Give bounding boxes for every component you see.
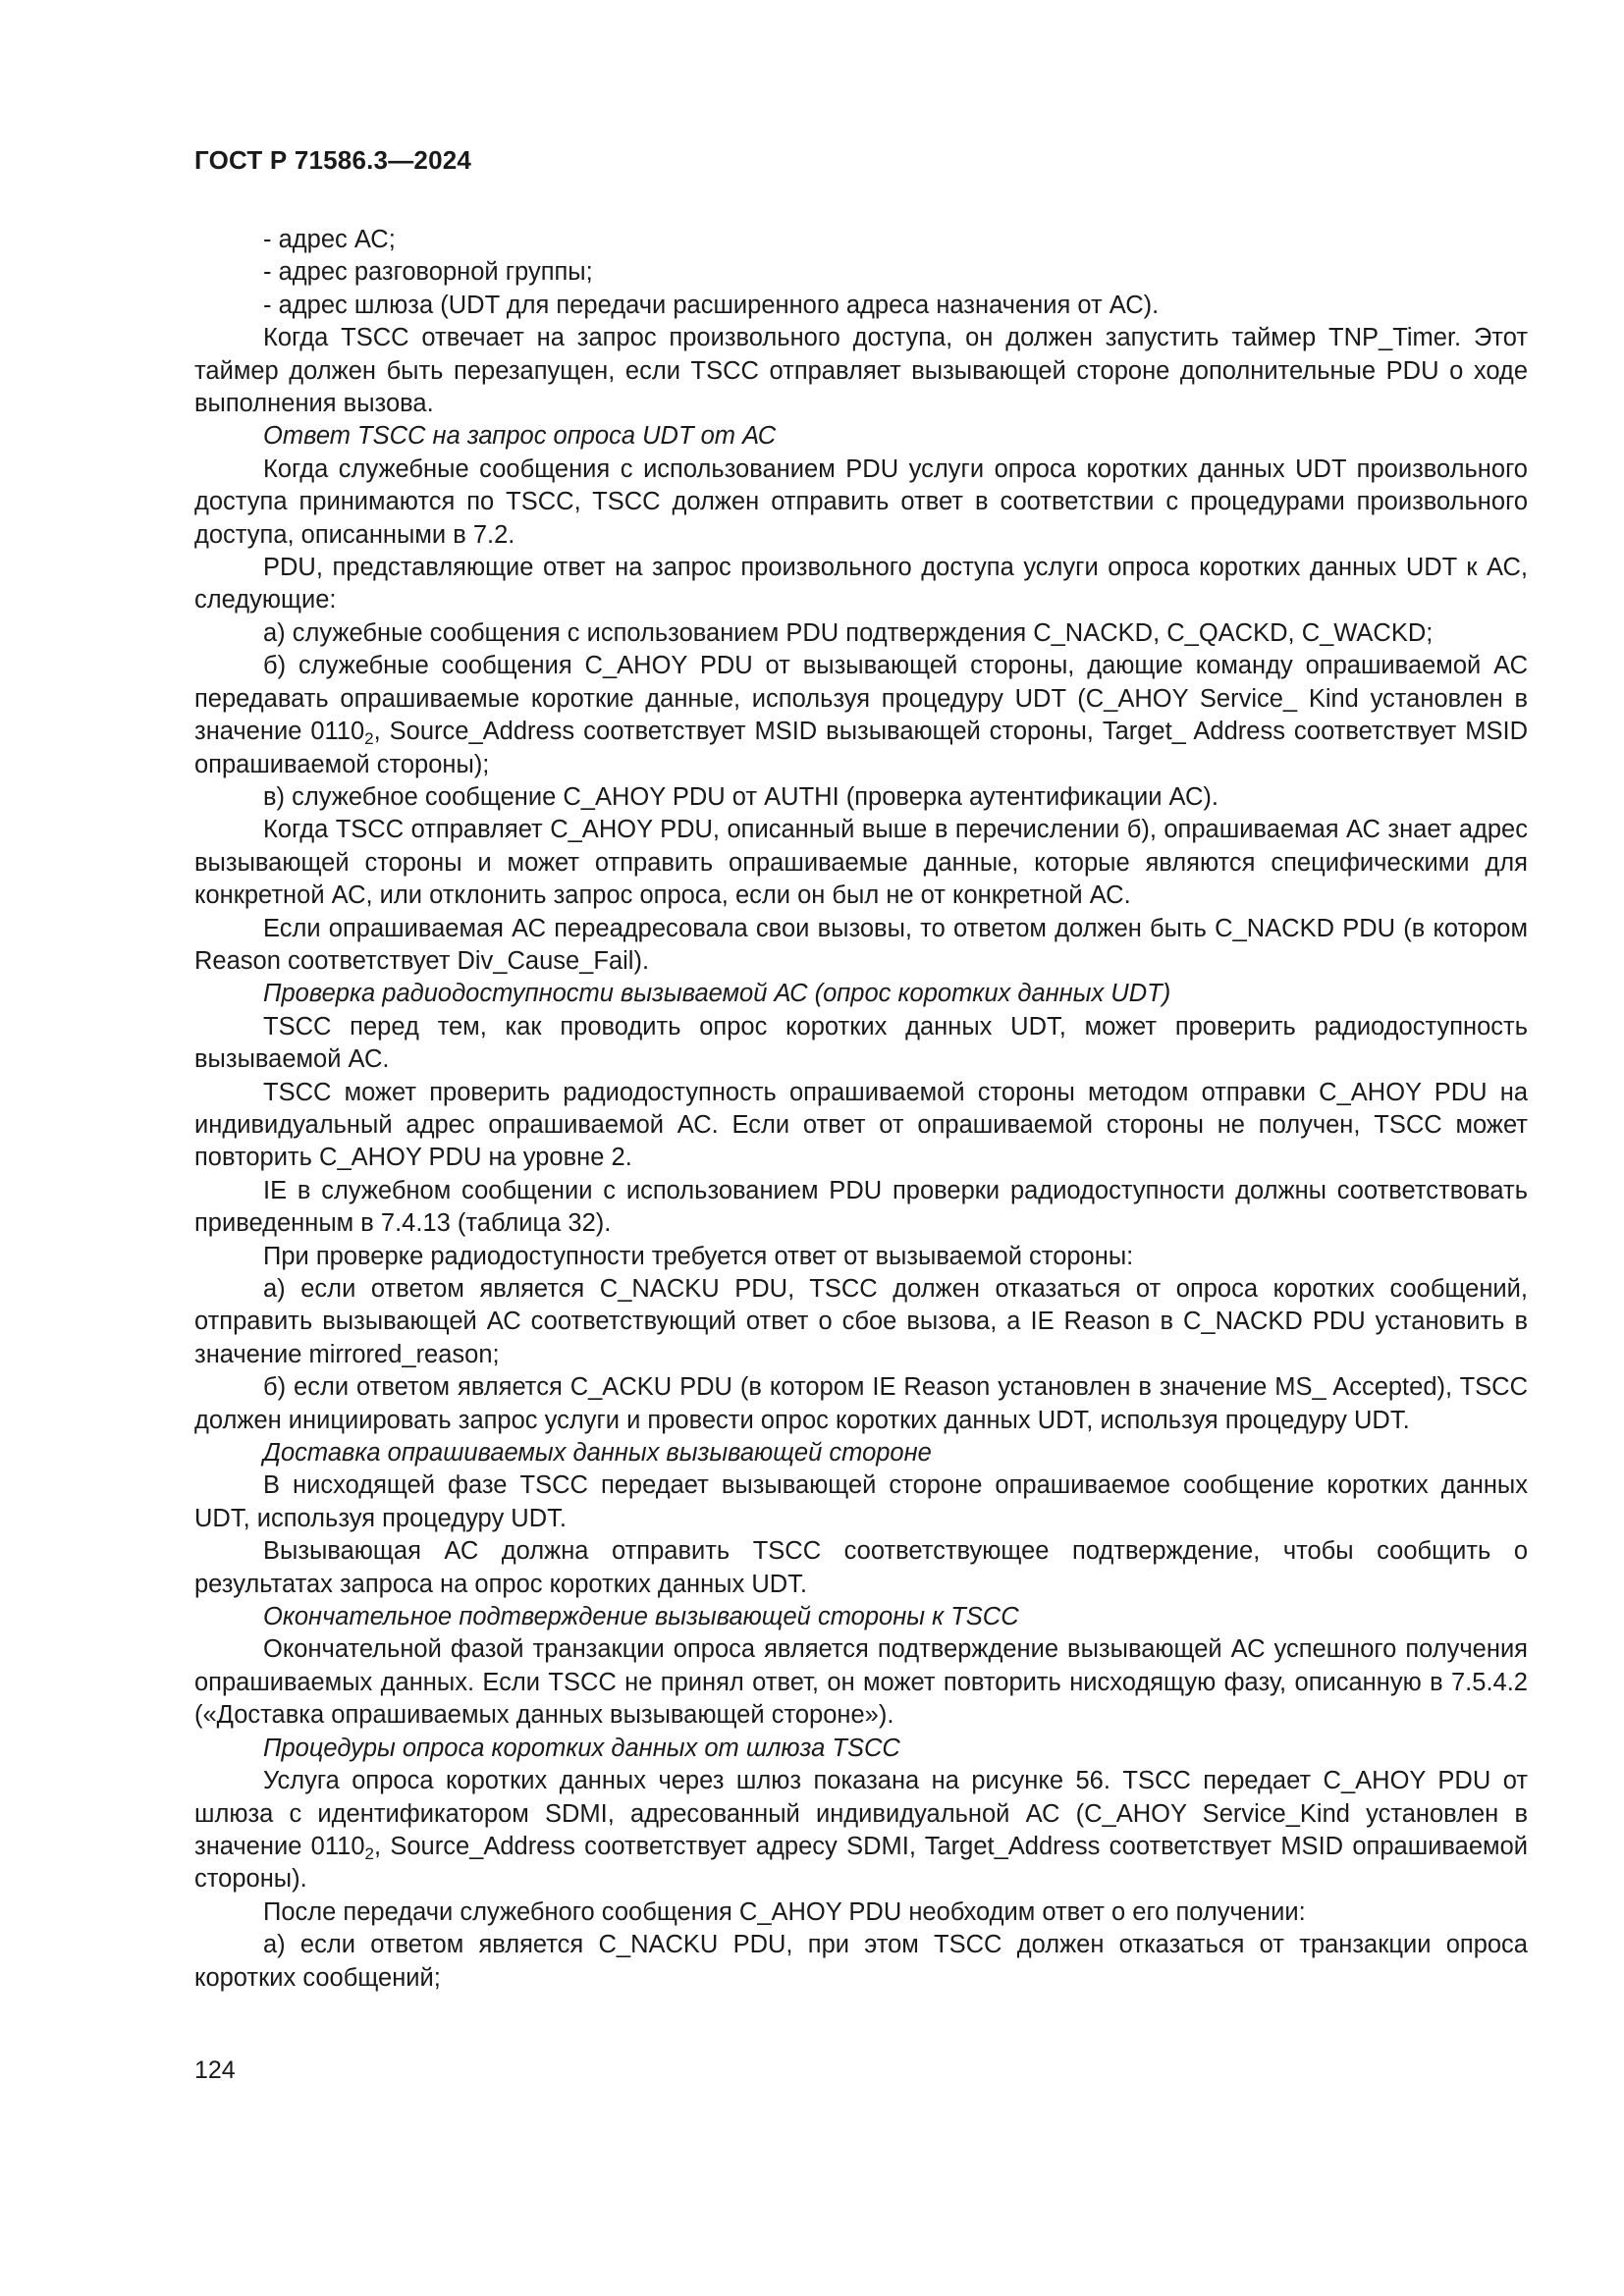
paragraph: IE в служебном сообщении с использованием PDU проверки радиодоступности должны соответствовать приведенным в 7.4.13 (таблица 32). [194, 1176, 1528, 1238]
subscript: 2 [364, 729, 374, 749]
section-subheading: Доставка опрашиваемых данных вызывающей стороне [263, 1439, 932, 1468]
body-text [194, 224, 1528, 1995]
paragraph: В нисходящей фазе TSCC передает вызывающей стороне опрашиваемое сообщение коротких данных UDT, используя процедуру UDT. [194, 1471, 1528, 1532]
paragraph-text: б) служебные сообщения C_AHOY PDU от вызывающей стороны, дающие команду опрашиваемой АС передавать опрашиваемые короткие данные, используя процедуру UDT (C_AHOY Service_ Kind установлен в значение 0110 [194, 652, 1528, 746]
paragraph: в) служебное сообщение C_AHOY PDU от AUTHI (проверка аутентификации АС). [263, 782, 1218, 811]
paragraph-text: Услуга опроса коротких данных через шлюз показана на рисунке 56. TSCC передает C_AHOY PDU от шлюза с идентификатором SDMI, адресованный индивидуальной АС (C_AHOY Service_Kind установлен в значение 0110 [194, 1767, 1528, 1860]
section-subheading: Окончательное подтверждение вызывающей стороны к TSCC [263, 1603, 1019, 1631]
paragraph: Окончательной фазой транзакции опроса является подтверждение вызывающей АС успешного получения опрашиваемых данных. Если TSCC не принял ответ, он может повторить нисходящую фазу, описанную в 7.5.4.2 («Доставка опрашиваемых данных вызывающей стороне»). [194, 1635, 1528, 1730]
paragraph [194, 1765, 1528, 1896]
section-subheading: Ответ TSCC на запрос опроса UDT от АС [263, 422, 777, 451]
paragraph: Если опрашиваемая АС переадресовала свои вызовы, то ответом должен быть C_NACKD PDU (в котором Reason соответствует Div_Cause_Fail). [194, 914, 1528, 975]
document-header: ГОСТ Р 71586.3—2024 [194, 145, 472, 175]
paragraph: а) если ответом является C_NACKU PDU, TSCC должен отказаться от опроса коротких сообщений, отправить вызывающей АС соответствующий ответ о сбое вызова, а IE Reason в C_NACKD PDU установить в значение mirrored_reason; [194, 1275, 1528, 1368]
paragraph: TSCC перед тем, как проводить опрос коротких данных UDT, может проверить радиодоступность вызываемой АС. [194, 1012, 1528, 1074]
section-subheading: Проверка радиодоступности вызываемой АС (опрос коротких данных UDT) [263, 980, 1171, 1008]
paragraph: При проверке радиодоступности требуется ответ от вызываемой стороны: [263, 1242, 1134, 1270]
paragraph-text: , Source_Address соответствует адресу SDMI, Target_Address соответствует MSID опрашиваемой стороны). [194, 1832, 1528, 1894]
subscript: 2 [364, 1843, 374, 1863]
paragraph: а) если ответом является C_NACKU PDU, при этом TSCC должен отказаться от транзакции опроса коротких сообщений; [194, 1931, 1528, 1992]
list-item: - адрес шлюза (UDT для передачи расширенного адреса назначения от АС). [263, 291, 1160, 319]
paragraph: После передачи служебного сообщения C_AHOY PDU необходим ответ о его получении: [263, 1897, 1306, 1926]
paragraph [194, 650, 1528, 781]
page-number: 124 [194, 2056, 236, 2084]
list-item: - адрес разговорной группы; [263, 258, 593, 287]
paragraph: TSCC может проверить радиодоступность опрашиваемой стороны методом отправки C_AHOY PDU на индивидуальный адрес опрашиваемой АС. Если ответ от опрашиваемой стороны не получен, TSCC может повторить C_AHOY PDU на уровне 2. [194, 1078, 1528, 1172]
paragraph: Вызывающая АС должна отправить TSCC соответствующее подтверждение, чтобы сообщить о результатах запроса на опрос коротких данных UDT. [194, 1537, 1528, 1598]
paragraph-text: , Source_Address соответствует MSID вызывающей стороны, Target_ Address соответствует MSID опрашиваемой стороны); [194, 718, 1528, 778]
section-subheading: Процедуры опроса коротких данных от шлюза TSCC [263, 1734, 900, 1762]
paragraph: Когда TSCC отвечает на запрос произвольного доступа, он должен запустить таймер TNP_Timer. Этот таймер должен быть перезапущен, если TSCC отправляет вызывающей стороне дополнительные PDU о ходе выполнения вызова. [194, 324, 1528, 418]
paragraph: PDU, представляющие ответ на запрос произвольного доступа услуги опроса коротких данных UDT к АС, следующие: [194, 554, 1528, 614]
paragraph: б) если ответом является C_ACKU PDU (в котором IE Reason установлен в значение MS_ Accepted), TSCC должен инициировать запрос услуги и провести опрос коротких данных UDT, используя процедуру UDT. [194, 1373, 1528, 1434]
paragraph: а) служебные сообщения с использованием PDU подтверждения C_NACKD, C_QACKD, C_WACKD; [263, 618, 1434, 647]
list-item: - адрес АС; [263, 226, 396, 253]
paragraph: Когда служебные сообщения с использованием PDU услуги опроса коротких данных UDT произвольного доступа принимаются по TSCC, TSCC должен отправить ответ в соответствии с процедурами произвольного доступа, описанными в 7.2. [194, 454, 1528, 549]
paragraph: Когда TSCC отправляет C_AHOY PDU, описанный выше в перечислении б), опрашиваемая АС знает адрес вызывающей стороны и может отправить опрашиваемые данные, которые являются специфическими для конкретной АС, или отклонить запрос опроса, если он был не от конкретной АС. [194, 816, 1528, 910]
